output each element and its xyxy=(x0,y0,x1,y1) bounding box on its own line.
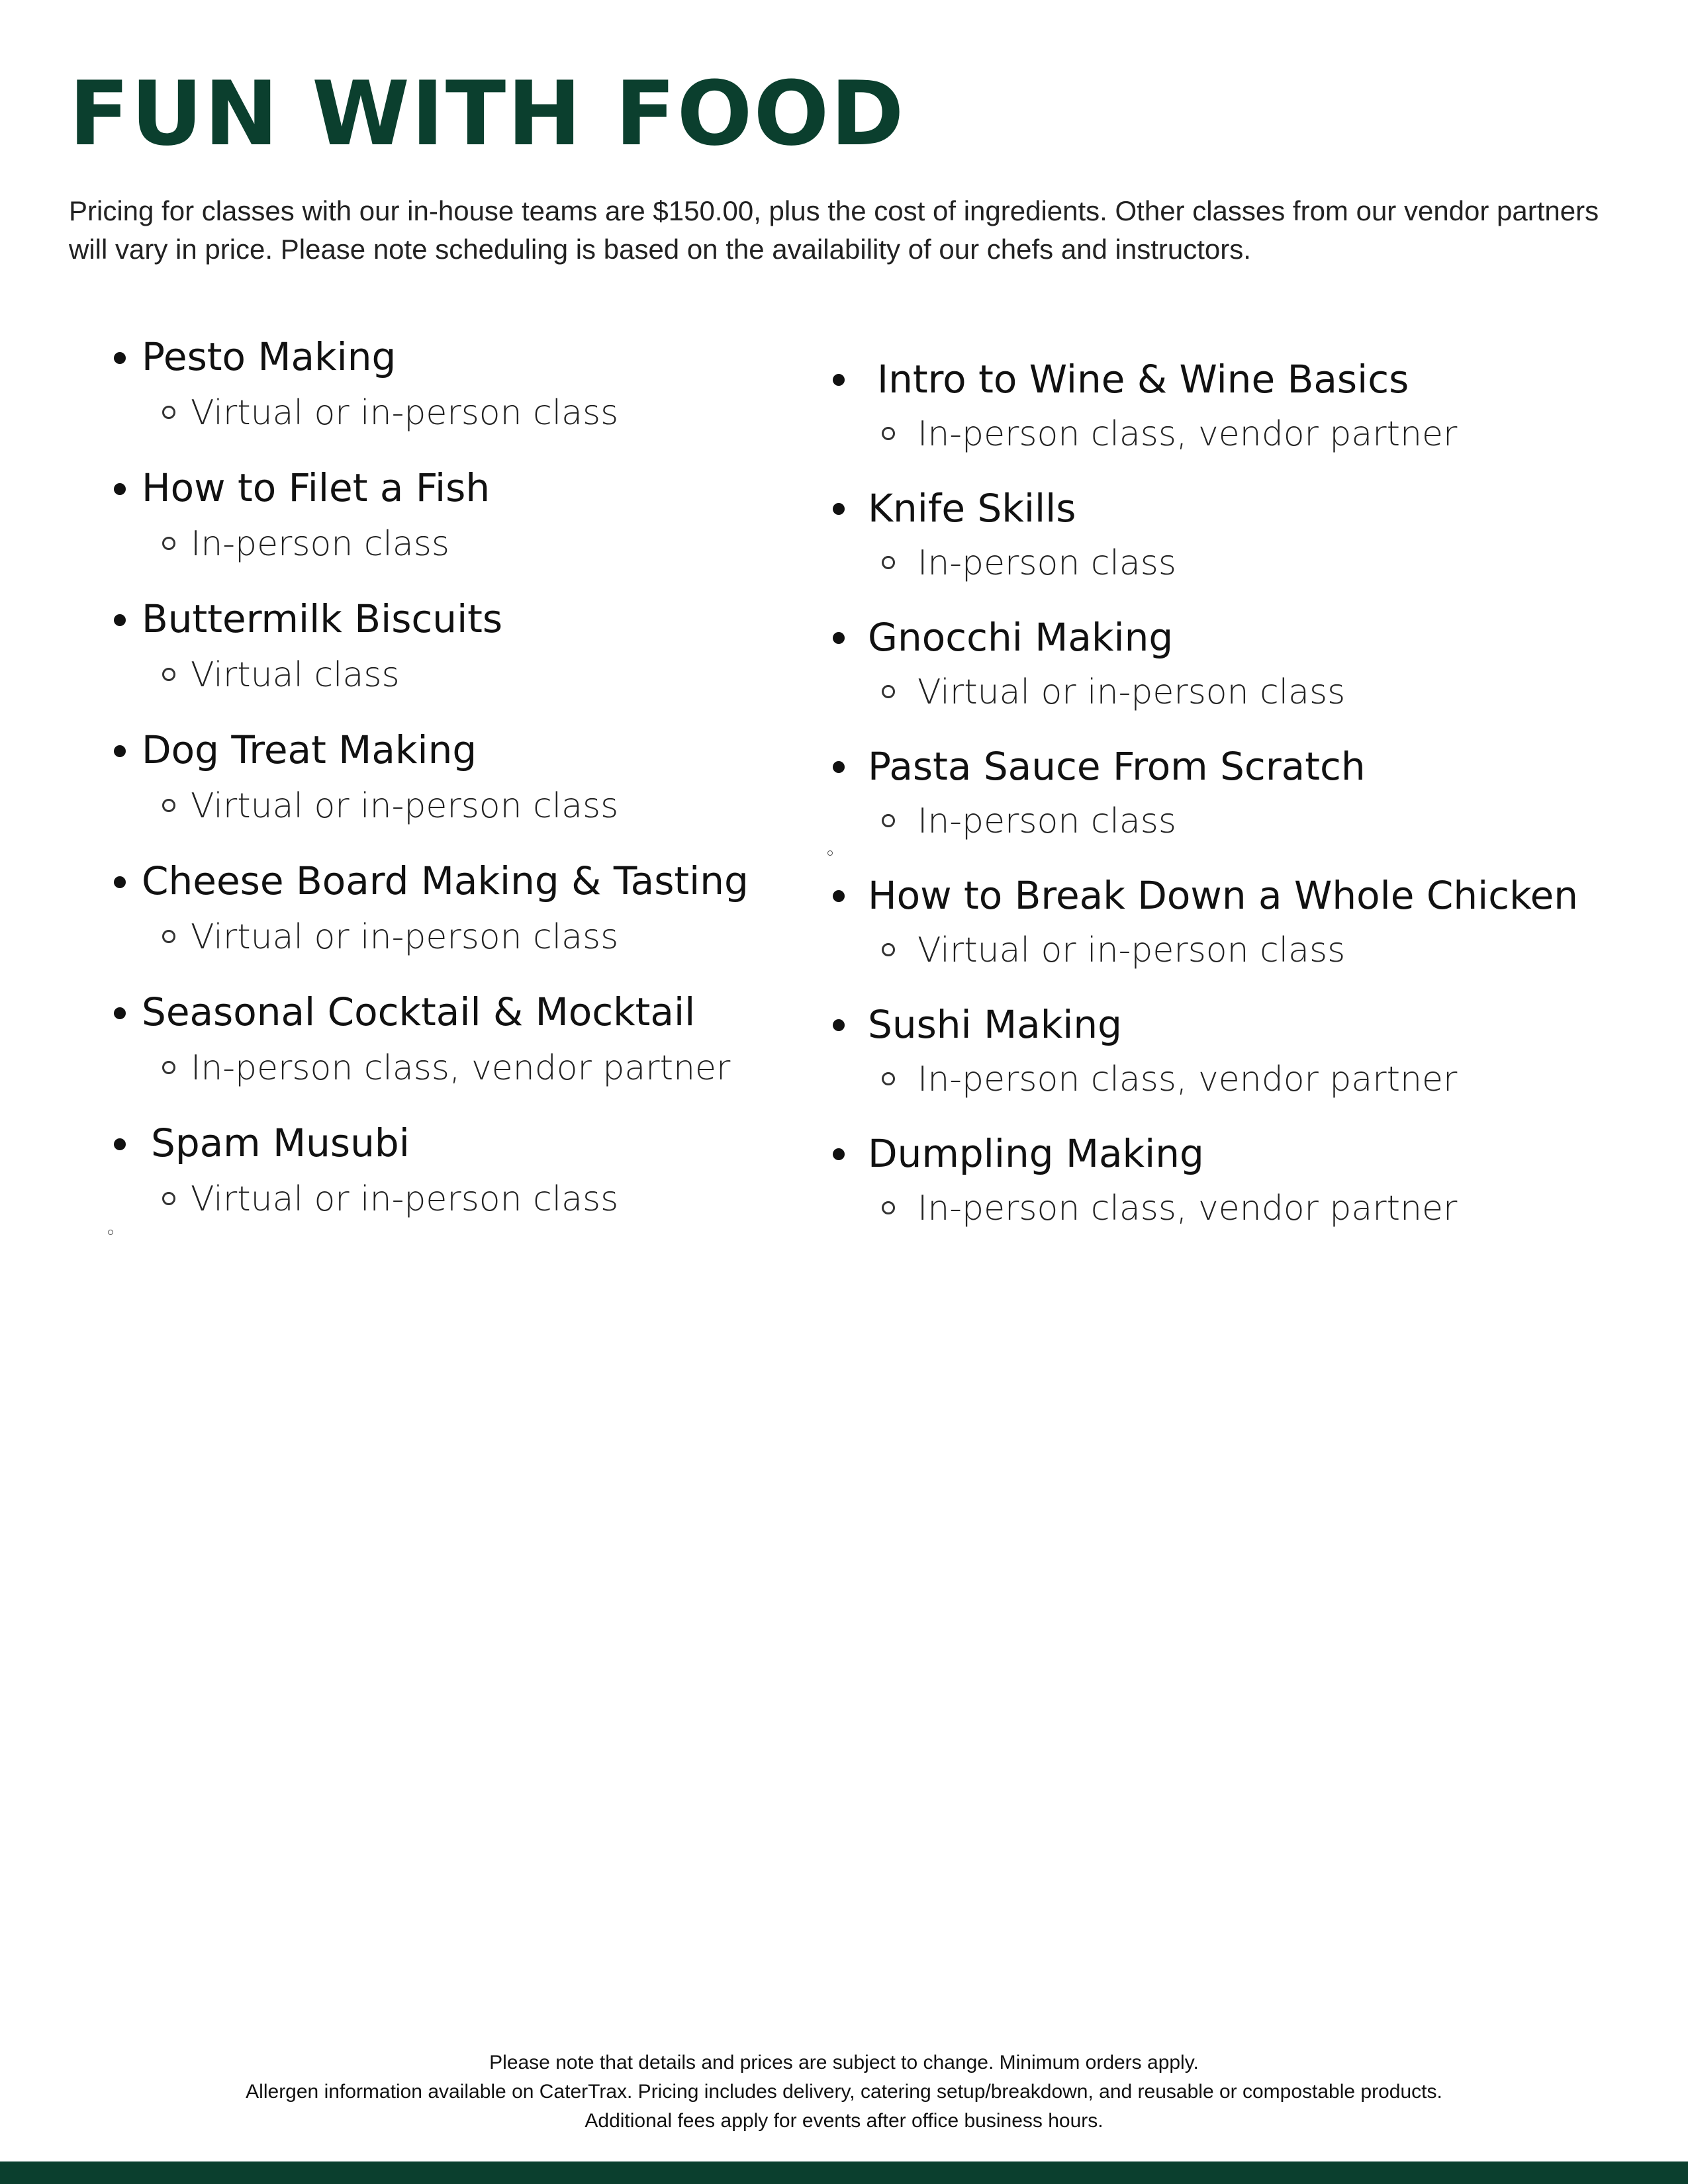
class-name: Buttermilk Biscuits xyxy=(142,596,503,641)
sub-bullet-icon xyxy=(162,1192,175,1205)
stray-bullet-mark xyxy=(108,1230,113,1235)
sub-bullet-icon xyxy=(162,1061,175,1074)
bullet-icon xyxy=(114,876,126,888)
class-detail: In-person class, vendor partner xyxy=(917,1060,1458,1099)
class-detail: Virtual or in-person class xyxy=(191,1179,619,1219)
class-name: Sushi Making xyxy=(868,1002,1122,1047)
class-detail: Virtual or in-person class xyxy=(191,917,619,957)
footer-line-disclaimer: Please note that details and prices are subject to change. Minimum orders apply. xyxy=(489,2052,1199,2073)
footer-line-allergen: Allergen information available on CaterTrax. Pricing includes delivery, catering setup/breakdown, and reusable or compostable products. xyxy=(246,2081,1442,2103)
sub-bullet-icon xyxy=(882,685,895,698)
class-detail: Virtual or in-person class xyxy=(917,931,1346,970)
sub-bullet-icon xyxy=(162,406,175,419)
bullet-icon xyxy=(114,352,126,364)
bullet-icon xyxy=(114,483,126,495)
sub-bullet-icon xyxy=(882,1072,895,1085)
bullet-icon xyxy=(114,614,126,626)
class-detail: In-person class xyxy=(191,524,449,564)
class-name: Cheese Board Making & Tasting xyxy=(142,858,749,903)
bullet-icon xyxy=(833,761,845,773)
pricing-intro: Pricing for classes with our in-house teams are $150.00, plus the cost of ingredients. Other classes from our vendor partners will vary in price. Please note scheduling is based on the availability of our chefs and instructors. xyxy=(69,195,1599,265)
class-name: Pasta Sauce From Scratch xyxy=(868,744,1366,789)
stray-bullet-mark xyxy=(827,850,833,856)
class-detail: Virtual or in-person class xyxy=(917,672,1346,712)
bottom-brand-bar xyxy=(0,2161,1688,2184)
class-detail: In-person class xyxy=(917,543,1176,583)
class-name: Spam Musubi xyxy=(151,1120,410,1165)
sub-bullet-icon xyxy=(162,537,175,550)
bullet-icon xyxy=(833,890,845,902)
footer-notes xyxy=(0,2048,1688,2136)
class-name: Knife Skills xyxy=(868,486,1076,531)
class-name: Dog Treat Making xyxy=(142,727,477,772)
class-detail: In-person class, vendor partner xyxy=(191,1048,731,1088)
sub-bullet-icon xyxy=(882,556,895,569)
class-name: Seasonal Cocktail & Mocktail xyxy=(142,989,696,1034)
footer-line-fees: Additional fees apply for events after office business hours. xyxy=(585,2110,1103,2132)
class-detail: Virtual or in-person class xyxy=(191,786,619,826)
bullet-icon xyxy=(833,503,845,515)
sub-bullet-icon xyxy=(882,943,895,956)
sub-bullet-icon xyxy=(162,930,175,943)
bullet-icon xyxy=(833,632,845,644)
class-name: Intro to Wine & Wine Basics xyxy=(877,357,1409,402)
sub-bullet-icon xyxy=(882,814,895,827)
class-name: Gnocchi Making xyxy=(868,615,1174,660)
sub-bullet-icon xyxy=(882,1201,895,1214)
class-detail: Virtual class xyxy=(191,655,400,695)
bullet-icon xyxy=(114,745,126,757)
class-detail: In-person class, vendor partner xyxy=(917,1189,1458,1228)
class-name: Pesto Making xyxy=(142,334,397,379)
class-name: How to Filet a Fish xyxy=(142,465,491,510)
bullet-icon xyxy=(114,1007,126,1019)
class-name: How to Break Down a Whole Chicken xyxy=(868,873,1579,918)
bullet-icon xyxy=(114,1138,126,1150)
bullet-icon xyxy=(833,1148,845,1160)
sub-bullet-icon xyxy=(162,668,175,681)
sub-bullet-icon xyxy=(162,799,175,812)
sub-bullet-icon xyxy=(882,427,895,440)
class-detail: Virtual or in-person class xyxy=(191,393,619,433)
class-name: Dumpling Making xyxy=(868,1131,1204,1176)
bullet-icon xyxy=(833,1019,845,1031)
page-title: FUN WITH FOOD xyxy=(69,62,906,165)
class-detail: In-person class, vendor partner xyxy=(917,414,1458,454)
bullet-icon xyxy=(833,374,845,386)
class-detail: In-person class xyxy=(917,801,1176,841)
